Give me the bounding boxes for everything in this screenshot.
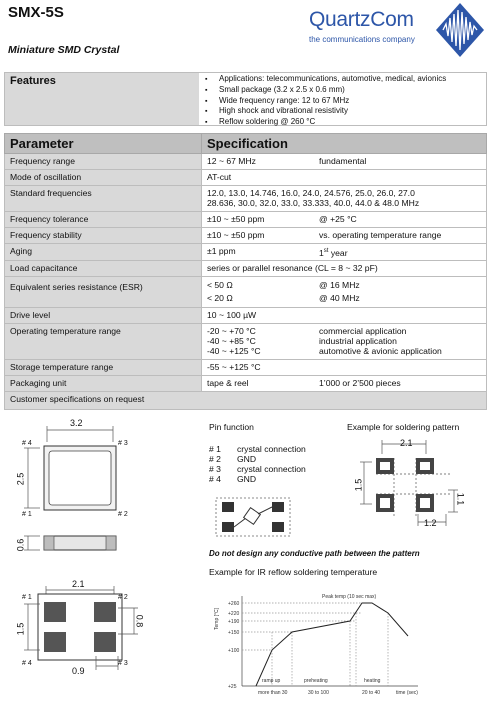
logo-emblem-icon [435, 2, 485, 58]
spec-note: commercial application [319, 325, 407, 336]
spec-value: 28.636, 30.0, 32.0, 33.0, 33.333, 40.0, 44.0 & 48.0 MHz [207, 198, 420, 208]
pin-label-2: # 2 [118, 594, 128, 601]
reflow-profile-chart [212, 590, 424, 698]
feature-item: ▪ Wide frequency range: 12 to 67 MHz [205, 96, 446, 107]
param-cell: Aging [5, 244, 202, 261]
dim-1-2: 1.2 [424, 518, 437, 528]
company-logo [303, 2, 485, 58]
dim-0-6: 0.6 [15, 538, 26, 552]
spec-note: 1’000 or 2’500 pieces [319, 377, 401, 388]
features-heading: Features [5, 73, 199, 125]
table-row [5, 186, 487, 212]
param-cell: Packaging unit [5, 375, 202, 391]
logo-tagline: the communications company [309, 35, 415, 44]
table-row [5, 260, 487, 276]
features-list [205, 74, 446, 128]
dim-0-8: 0.8 [134, 614, 145, 628]
spec-note: vs. operating temperature range [319, 230, 442, 240]
spec-cell [202, 154, 487, 170]
feature-item: ▪ Applications: telecommunications, automotive, medical, avionics [205, 74, 446, 85]
spec-cell: AT-cut [202, 170, 487, 186]
spec-note: fundamental [319, 156, 367, 166]
spec-value: 12.0, 13.0, 14.746, 16.0, 24.0, 24.576, 25.0, 26.0, 27.0 [207, 188, 415, 198]
drawings-section [0, 418, 491, 701]
header-specification: Specification [202, 134, 487, 154]
logo-name: QuartzCom [309, 8, 414, 31]
pin-label-1: # 1 [22, 594, 32, 601]
param-cell: Operating temperature range [5, 323, 202, 359]
conductive-path-warning: Do not design any conductive path between the pattern [209, 549, 420, 558]
spec-value: -40 ~ +85 °C [207, 335, 256, 346]
spec-note: 1st year [319, 247, 348, 258]
spec-value: -40 ~ +125 °C [207, 345, 261, 356]
spec-cell [202, 375, 487, 391]
reflow-phase: heating [364, 678, 381, 684]
spec-cell [202, 276, 487, 307]
dim-1-1: 1.1 [455, 492, 466, 506]
table-row [5, 276, 487, 307]
reflow-phase: preheating [304, 678, 328, 684]
spec-value: -20 ~ +70 °C [207, 325, 256, 336]
feature-item: ▪ High shock and vibrational resistivity [205, 106, 446, 117]
header-parameter: Parameter [5, 134, 202, 154]
spec-cell [202, 212, 487, 228]
spec-cell: -55 ~ +125 °C [202, 359, 487, 375]
spec-value: tape & reel [207, 377, 249, 388]
param-cell: Equivalent series resistance (ESR) [5, 276, 202, 307]
spec-cell: 10 ~ 100 µW [202, 307, 487, 323]
reflow-ytick: +100 [228, 648, 240, 654]
table-row [5, 359, 487, 375]
reflow-xlabel: more than 30 [258, 690, 288, 696]
dim-1-5: 1.5 [15, 622, 26, 636]
reflow-ytick: +260 [228, 601, 240, 607]
reflow-title: Example for IR reflow soldering temperature [209, 567, 378, 577]
spec-value: < 50 Ω [207, 279, 233, 290]
spec-header-row [5, 134, 487, 154]
dim-1-5: 1.5 [353, 478, 364, 492]
dim-3-2: 3.2 [70, 418, 83, 428]
param-cell: Storage temperature range [5, 359, 202, 375]
reflow-ytick: +150 [228, 630, 240, 636]
features-section [4, 72, 487, 126]
reflow-ylabel: Temp [°C] [214, 607, 220, 630]
spec-cell [202, 228, 487, 244]
table-row [5, 228, 487, 244]
spec-cell: series or parallel resonance (CL = 8 ~ 32 pF) [202, 260, 487, 276]
feature-item: ▪ Small package (3.2 x 2.5 x 0.6 mm) [205, 85, 446, 96]
reflow-ytick: +220 [228, 611, 240, 617]
table-row [5, 170, 487, 186]
pin-schematic [214, 494, 294, 540]
reflow-phase: ramp up [262, 678, 281, 684]
spec-note: industrial application [319, 335, 397, 346]
table-row [5, 307, 487, 323]
solder-pattern-title: Example for soldering pattern [347, 422, 460, 432]
table-row [5, 391, 487, 409]
reflow-ytick: +190 [228, 619, 240, 625]
pin-label-4: # 4 [22, 660, 32, 667]
param-cell: Load capacitance [5, 260, 202, 276]
table-row [5, 323, 487, 359]
dim-2-1: 2.1 [72, 579, 85, 589]
pin-label-1: # 1 [22, 511, 32, 518]
table-row [5, 244, 487, 261]
reflow-ytick: +25 [228, 684, 237, 690]
spec-note: @ +25 °C [319, 214, 357, 224]
param-cell: Drive level [5, 307, 202, 323]
pin-label-4: # 4 [22, 440, 32, 447]
reflow-peak-label: Peak temp (10 sec max) [322, 594, 377, 600]
feature-item: ▪ Reflow soldering @ 260 °C [205, 117, 446, 128]
pin-function-title: Pin function [209, 422, 254, 432]
reflow-xlabel: 20 to 40 [362, 690, 381, 696]
dim-2-5: 2.5 [15, 472, 26, 486]
reflow-xlabel: 30 to 100 [308, 690, 329, 696]
dim-2-1: 2.1 [400, 438, 413, 448]
table-row [5, 212, 487, 228]
spec-cell [202, 323, 487, 359]
reflow-xlabel: time (sec) [396, 690, 418, 696]
param-cell: Frequency tolerance [5, 212, 202, 228]
solder-pattern-drawing [354, 434, 474, 534]
pin-function-list: # 1 crystal connection # 2 GND # 3 crystal connection # 4 GND [209, 444, 306, 484]
spec-note: automotive & avionic application [319, 345, 442, 356]
param-cell: Mode of oscillation [5, 170, 202, 186]
pin-label-3: # 3 [118, 440, 128, 447]
spec-value: ±10 ~ ±50 ppm [207, 230, 265, 240]
product-subtitle: Miniature SMD Crystal [8, 44, 120, 56]
table-row [5, 154, 487, 170]
table-row [5, 375, 487, 391]
product-title: SMX-5S [8, 4, 64, 21]
dim-0-9: 0.9 [72, 666, 85, 676]
param-cell: Frequency stability [5, 228, 202, 244]
spec-value: ±10 ~ ±50 ppm [207, 214, 265, 224]
package-drawings [0, 418, 210, 701]
pin-label-2: # 2 [118, 511, 128, 518]
pin-label-3: # 3 [118, 660, 128, 667]
spec-note: @ 16 MHz [319, 279, 360, 290]
spec-table [4, 133, 487, 410]
spec-value: 12 ~ 67 MHz [207, 156, 256, 166]
spec-note: @ 40 MHz [319, 292, 360, 303]
spec-value: < 20 Ω [207, 292, 233, 303]
custom-spec-note: Customer specifications on request [5, 391, 487, 409]
spec-cell [202, 186, 487, 212]
param-cell: Frequency range [5, 154, 202, 170]
spec-value: ±1 ppm [207, 246, 236, 256]
spec-cell [202, 244, 487, 261]
param-cell: Standard frequencies [5, 186, 202, 212]
